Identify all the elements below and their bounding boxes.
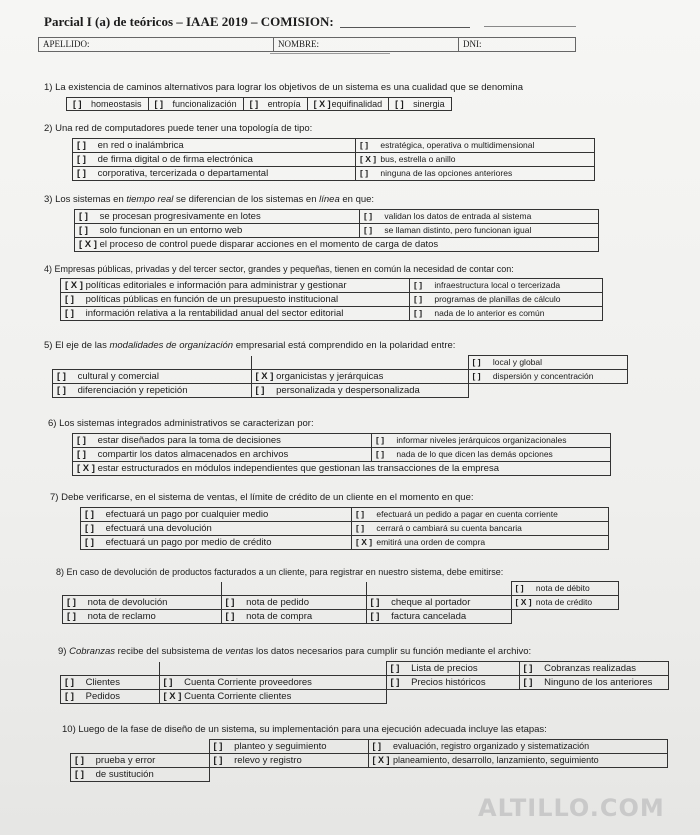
q3-option[interactable]: [ ] se llaman distinto, pero funcionan igual bbox=[360, 224, 599, 238]
q3-option[interactable]: [ ] solo funcionan en un entorno web bbox=[75, 224, 360, 238]
question-10 bbox=[62, 724, 668, 782]
apellido-field[interactable]: APELLIDO: bbox=[39, 38, 274, 51]
q4-option[interactable]: [ X ] políticas editoriales e información para administrar y gestionar bbox=[61, 279, 410, 293]
question-5-options bbox=[52, 355, 628, 398]
q4-option[interactable]: [ ] nada de lo anterior es común bbox=[410, 307, 603, 321]
q1-option-sinergia[interactable]: [ ] sinergia bbox=[388, 97, 452, 111]
question-4-options bbox=[60, 278, 603, 321]
q7-option[interactable]: [ ] efectuará un pago por cualquier medio bbox=[81, 508, 352, 522]
question-6-options bbox=[72, 433, 611, 476]
q5-option[interactable]: [ ] local y global bbox=[468, 356, 627, 370]
question-2-options bbox=[72, 138, 595, 181]
q7-option[interactable]: [ ] efectuará un pedido a pagar en cuenta corriente bbox=[352, 508, 609, 522]
question-1-options bbox=[66, 97, 523, 111]
question-7-options bbox=[80, 507, 609, 550]
q6-option[interactable]: [ ] estar diseñados para la toma de decisiones bbox=[73, 434, 372, 448]
nombre-field[interactable]: NOMBRE: bbox=[274, 38, 459, 51]
question-3-options bbox=[74, 209, 599, 252]
q10-option[interactable]: [ ] prueba y error bbox=[71, 754, 210, 768]
q2-option[interactable]: [ ] estratégica, operativa o multidimensional bbox=[356, 139, 595, 153]
q9-option[interactable]: [ ] Cuenta Corriente proveedores bbox=[159, 676, 386, 690]
watermark: ALTILLO.COM bbox=[478, 794, 665, 822]
q5-option[interactable]: [ X ] organicistas y jerárquicas bbox=[251, 370, 468, 384]
q1-option-homeostasis[interactable]: [ ] homeostasis bbox=[66, 97, 149, 111]
q5-option[interactable]: [ ] personalizada y despersonalizada bbox=[251, 384, 468, 398]
q10-option[interactable]: [ ] relevo y registro bbox=[209, 754, 368, 768]
q8-option[interactable]: [ ] nota de reclamo bbox=[63, 610, 222, 624]
question-2-text: 2) Una red de computadores puede tener una topología de tipo: bbox=[44, 123, 313, 134]
question-8 bbox=[56, 567, 619, 624]
q6-option[interactable]: [ ] nada de lo que dicen las demás opciones bbox=[372, 448, 611, 462]
q5-option[interactable]: [ ] diferenciación y repetición bbox=[53, 384, 252, 398]
question-1 bbox=[44, 82, 523, 111]
title-rule bbox=[484, 26, 576, 27]
q1-option-funcionalizacion[interactable]: [ ] funcionalización bbox=[148, 97, 244, 111]
q4-option[interactable]: [ ] infraestructura local o tercerizada bbox=[410, 279, 603, 293]
q8-option[interactable]: [ X ] nota de crédito bbox=[511, 596, 618, 610]
q10-option[interactable]: [ ] evaluación, registro organizado y sistematización bbox=[368, 740, 667, 754]
q8-option[interactable]: [ ] nota de débito bbox=[511, 582, 618, 596]
question-3-text: 3) Los sistemas en tiempo real se diferencian de los sistemas en línea en que: bbox=[44, 194, 375, 205]
q6-option-full[interactable]: [ X ] estar estructurados en módulos independientes que gestionan las transacciones de la empresa bbox=[73, 462, 611, 476]
question-9 bbox=[58, 646, 669, 704]
q4-option[interactable]: [ ] políticas públicas en función de un presupuesto institucional bbox=[61, 293, 410, 307]
q2-option[interactable]: [ ] de firma digital o de firma electrónica bbox=[73, 153, 356, 167]
q9-option[interactable]: [ ] Pedidos bbox=[61, 690, 160, 704]
question-6 bbox=[48, 418, 611, 476]
q9-option[interactable]: [ ] Ninguno de los anteriores bbox=[519, 676, 668, 690]
student-header bbox=[38, 37, 576, 52]
q8-option[interactable]: [ ] nota de pedido bbox=[221, 596, 366, 610]
question-10-text: 10) Luego de la fase de diseño de un sistema, su implementación para una ejecución adecuada incluye las etapas: bbox=[62, 724, 547, 735]
q5-option[interactable]: [ ] cultural y comercial bbox=[53, 370, 252, 384]
question-10-options bbox=[70, 739, 668, 782]
q4-option[interactable]: [ ] información relativa a la rentabilidad anual del sector editorial bbox=[61, 307, 410, 321]
question-3 bbox=[44, 194, 599, 252]
question-7-text: 7) Debe verificarse, en el sistema de ventas, el límite de crédito de un cliente en el momento en que: bbox=[50, 492, 474, 503]
q9-option[interactable]: [ ] Clientes bbox=[61, 676, 160, 690]
q7-option[interactable]: [ ] efectuará un pago por medio de crédito bbox=[81, 536, 352, 550]
question-9-text: 9) Cobranzas recibe del subsistema de ventas los datos necesarios para cumplir su función mediante el archivo: bbox=[58, 646, 532, 657]
q1-option-equifinalidad[interactable]: [ X ]equifinalidad bbox=[307, 97, 390, 111]
q6-option[interactable]: [ ] compartir los datos almacenados en archivos bbox=[73, 448, 372, 462]
header-underline bbox=[270, 53, 390, 54]
comision-blank bbox=[340, 27, 470, 28]
question-9-options bbox=[60, 661, 669, 704]
question-4 bbox=[44, 264, 603, 321]
q8-option[interactable]: [ ] factura cancelada bbox=[366, 610, 511, 624]
q7-option[interactable]: [ ] cerrará o cambiará su cuenta bancaria bbox=[352, 522, 609, 536]
q8-option[interactable]: [ ] nota de devolución bbox=[63, 596, 222, 610]
q3-option[interactable]: [ ] validan los datos de entrada al sistema bbox=[360, 210, 599, 224]
question-6-text: 6) Los sistemas integrados administrativos se caracterizan por: bbox=[48, 418, 314, 429]
question-5-text: 5) El eje de las modalidades de organización empresarial está comprendido en la polaridad entre: bbox=[44, 340, 456, 351]
q7-option[interactable]: [ ] efectuará una devolución bbox=[81, 522, 352, 536]
q1-option-entropia[interactable]: [ ] entropía bbox=[243, 97, 308, 111]
question-7 bbox=[50, 492, 609, 550]
q2-option[interactable]: [ X ] bus, estrella o anillo bbox=[356, 153, 595, 167]
q9-option[interactable]: [ ] Cobranzas realizadas bbox=[519, 662, 668, 676]
q3-option[interactable]: [ ] se procesan progresivamente en lotes bbox=[75, 210, 360, 224]
question-8-text: 8) En caso de devolución de productos facturados a un cliente, para registrar en nuestro sistema, debe emitirse: bbox=[56, 567, 504, 577]
question-2 bbox=[44, 123, 595, 181]
q10-option[interactable]: [ ] de sustitución bbox=[71, 768, 210, 782]
question-1-text: 1) La existencia de caminos alternativos para lograr los objetivos de un sistema es una cualidad que se denomina bbox=[44, 82, 523, 93]
q8-option[interactable]: [ ] nota de compra bbox=[221, 610, 366, 624]
question-8-options bbox=[62, 581, 619, 624]
q4-option[interactable]: [ ] programas de planillas de cálculo bbox=[410, 293, 603, 307]
q6-option[interactable]: [ ] informar niveles jerárquicos organizacionales bbox=[372, 434, 611, 448]
question-5 bbox=[44, 340, 628, 398]
q3-option-full[interactable]: [ X ] el proceso de control puede disparar acciones en el momento de carga de datos bbox=[75, 238, 599, 252]
q7-option[interactable]: [ X ] emitirá una orden de compra bbox=[352, 536, 609, 550]
q9-option[interactable]: [ ] Precios históricos bbox=[386, 676, 519, 690]
q9-option[interactable]: [ X ] Cuenta Corriente clientes bbox=[159, 690, 386, 704]
q2-option[interactable]: [ ] ninguna de las opciones anteriores bbox=[356, 167, 595, 181]
q8-option[interactable]: [ ] cheque al portador bbox=[366, 596, 511, 610]
q5-option[interactable]: [ ] dispersión y concentración bbox=[468, 370, 627, 384]
q10-option[interactable]: [ X ] planeamiento, desarrollo, lanzamiento, seguimiento bbox=[368, 754, 667, 768]
q2-option[interactable]: [ ] en red o inalámbrica bbox=[73, 139, 356, 153]
q10-option[interactable]: [ ] planteo y seguimiento bbox=[209, 740, 368, 754]
question-4-text: 4) Empresas públicas, privadas y del tercer sector, grandes y pequeñas, tienen en común la necesidad de contar con: bbox=[44, 264, 514, 274]
exam-title: Parcial I (a) de teóricos – IAAE 2019 – COMISION: bbox=[44, 14, 470, 30]
q2-option[interactable]: [ ] corporativa, tercerizada o departamental bbox=[73, 167, 356, 181]
dni-field[interactable]: DNI: bbox=[463, 39, 482, 49]
q9-option[interactable]: [ ] Lista de precios bbox=[386, 662, 519, 676]
